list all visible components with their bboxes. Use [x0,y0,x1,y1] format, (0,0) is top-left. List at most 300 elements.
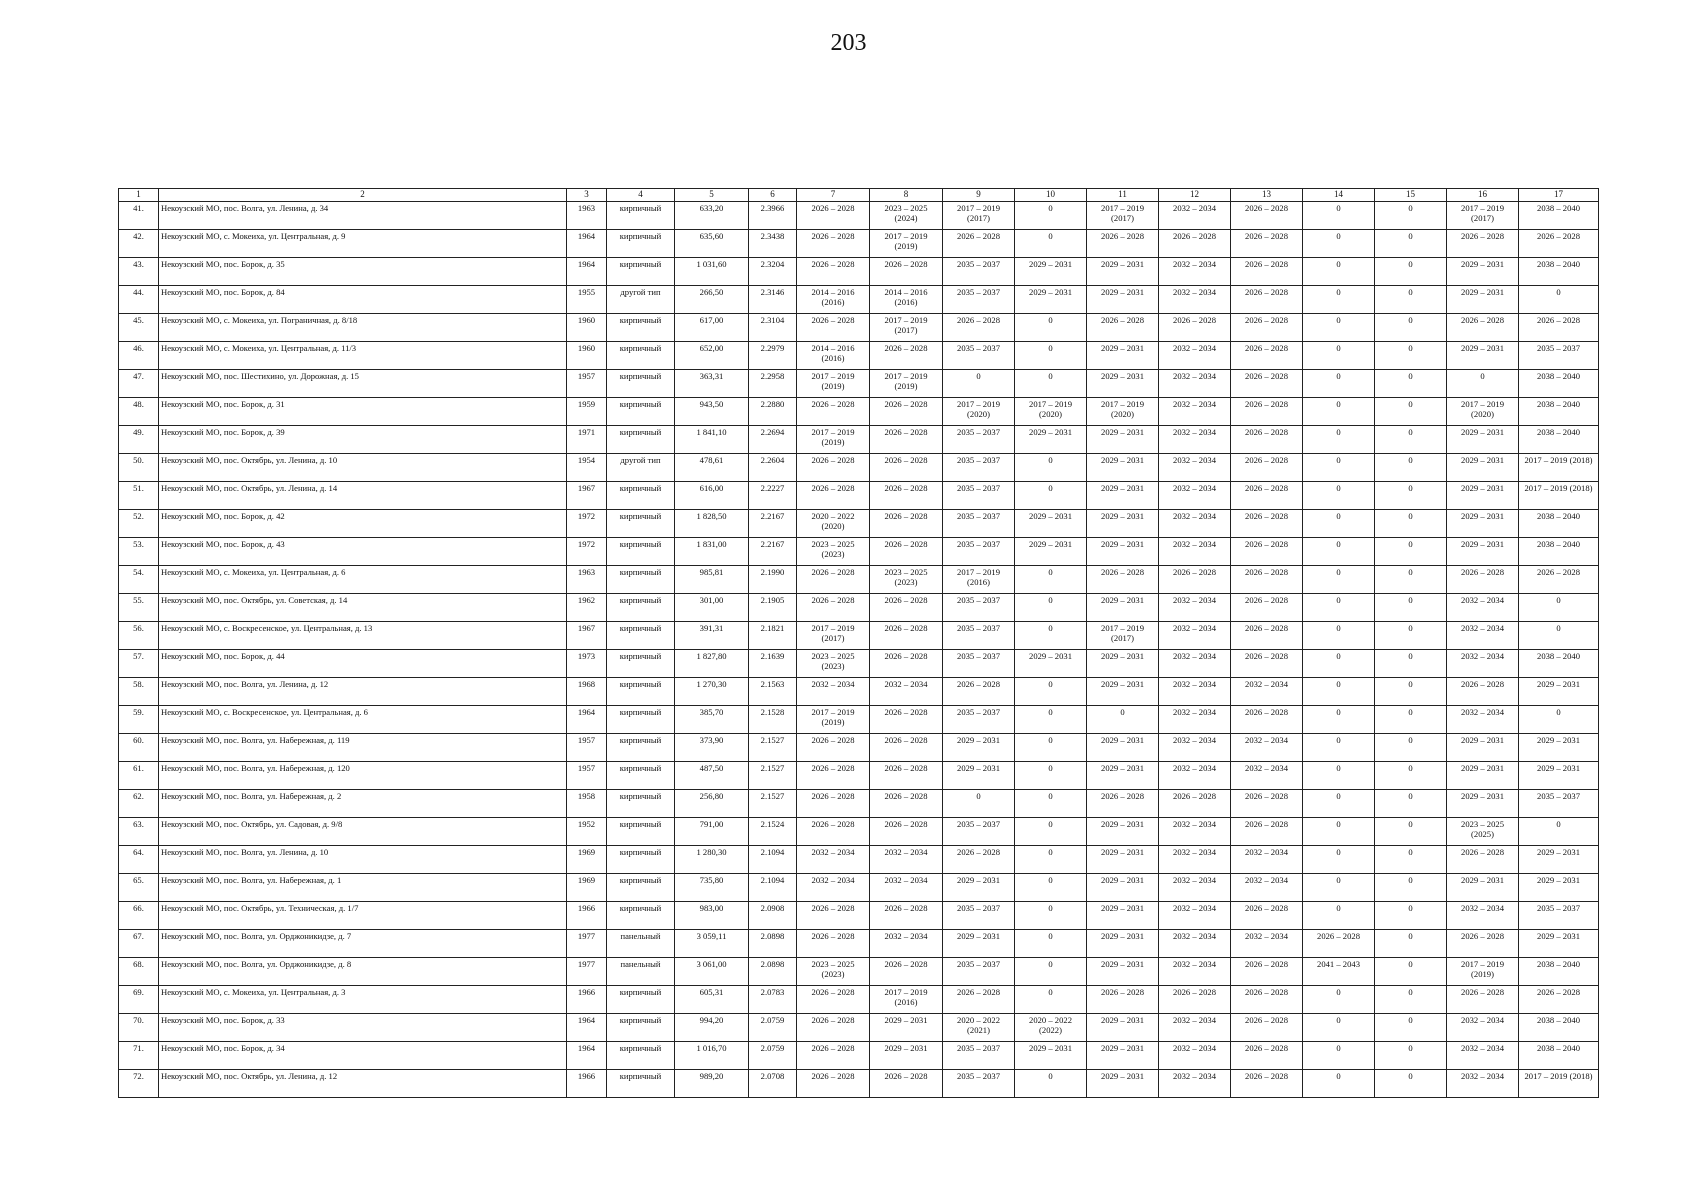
table-cell: кирпичный [607,818,675,846]
table-cell: 1972 [567,510,607,538]
table-cell: 2.0759 [749,1014,797,1042]
address-cell: Некоузский МО, пос. Борок, д. 44 [159,650,567,678]
table-row [119,1014,1599,1042]
row-number-cell: 41. [119,202,159,230]
table-cell: 2026 – 2028 [870,734,943,762]
table-cell: 2026 – 2028 [1231,258,1303,286]
table-cell: 2035 – 2037 [943,538,1015,566]
table-cell: 2038 – 2040 [1519,202,1599,230]
address-cell: Некоузский МО, пос. Волга, ул. Орджоникидзе, д. 8 [159,958,567,986]
table-cell: 2026 – 2028 [1519,566,1599,594]
row-number-cell: 72. [119,1070,159,1098]
table-cell: 487,50 [675,762,749,790]
table-cell: 1964 [567,230,607,258]
table-cell: 2032 – 2034 [1447,902,1519,930]
table-cell: 2029 – 2031 [1087,594,1159,622]
table-cell: 2032 – 2034 [1159,902,1231,930]
table-cell: 2029 – 2031 [1519,846,1599,874]
table-cell: кирпичный [607,846,675,874]
table-cell: 2032 – 2034 [1231,846,1303,874]
table-cell: 0 [1015,930,1087,958]
table-cell: кирпичный [607,1042,675,1070]
column-header-14: 14 [1303,189,1375,202]
table-cell: 2029 – 2031 [1087,818,1159,846]
table-cell: 2.3966 [749,202,797,230]
table-cell: 2029 – 2031 [1015,1042,1087,1070]
table-cell: 2026 – 2028 [1231,314,1303,342]
table-cell: кирпичный [607,678,675,706]
table-cell: 0 [1375,818,1447,846]
table-cell: 2035 – 2037 [943,650,1015,678]
table-cell: кирпичный [607,538,675,566]
table-cell: 2032 – 2034 [1159,622,1231,650]
address-cell: Некоузский МО, с. Мокеиха, ул. Центральная, д. 9 [159,230,567,258]
table-cell: 2029 – 2031 [1087,482,1159,510]
table-cell: 0 [1015,762,1087,790]
table-cell: 2026 – 2028 [943,314,1015,342]
table-cell: 0 [1015,846,1087,874]
address-cell: Некоузский МО, с. Мокеиха, ул. Центральная, д. 3 [159,986,567,1014]
table-cell: 635,60 [675,230,749,258]
column-header-9: 9 [943,189,1015,202]
table-cell: 0 [943,370,1015,398]
table-cell: 2032 – 2034 [870,846,943,874]
table-cell: 2029 – 2031 [1519,678,1599,706]
table-cell: 2032 – 2034 [1159,1070,1231,1098]
table-cell: 2026 – 2028 [797,398,870,426]
table-cell: 2035 – 2037 [943,818,1015,846]
table-cell: 0 [1375,790,1447,818]
table-cell: 2026 – 2028 [797,902,870,930]
table-cell: 2026 – 2028 [870,622,943,650]
table-cell: 2.1094 [749,874,797,902]
table-cell: кирпичный [607,566,675,594]
column-header-7: 7 [797,189,870,202]
table-cell: 2035 – 2037 [943,1070,1015,1098]
table-cell: 2032 – 2034 [1159,1042,1231,1070]
column-header-2: 2 [159,189,567,202]
table-cell: 985,81 [675,566,749,594]
table-cell: 0 [1303,482,1375,510]
table-cell: 0 [1519,286,1599,314]
table-cell: другой тип [607,454,675,482]
table-cell: 2017 – 2019 (2017) [797,622,870,650]
table-cell: 2026 – 2028 [870,258,943,286]
table-cell: 1 828,50 [675,510,749,538]
table-cell: 2026 – 2028 [1159,314,1231,342]
table-cell: 2014 – 2016 (2016) [797,286,870,314]
table-cell: 2017 – 2019 (2018) [1519,454,1599,482]
table-cell: 0 [1375,398,1447,426]
table-cell: 0 [1015,342,1087,370]
table-cell: 2026 – 2028 [870,454,943,482]
table-cell: 0 [1303,650,1375,678]
column-header-5: 5 [675,189,749,202]
table-cell: 2026 – 2028 [797,594,870,622]
table-cell: 2026 – 2028 [870,958,943,986]
table-cell: 2026 – 2028 [1231,902,1303,930]
table-cell: 0 [1303,734,1375,762]
table-cell: 2035 – 2037 [943,622,1015,650]
table-cell: 2.2167 [749,510,797,538]
row-number-cell: 66. [119,902,159,930]
table-cell: 2032 – 2034 [1159,594,1231,622]
table-cell: 2032 – 2034 [1159,818,1231,846]
table-cell: 652,00 [675,342,749,370]
table-cell: 2026 – 2028 [870,538,943,566]
table-cell: 1963 [567,566,607,594]
table-cell: 2017 – 2019 (2019) [797,706,870,734]
table-cell: 2026 – 2028 [870,342,943,370]
row-number-cell: 60. [119,734,159,762]
table-cell: 2029 – 2031 [1447,482,1519,510]
table-cell: 2029 – 2031 [1519,874,1599,902]
table-cell: 2032 – 2034 [1159,370,1231,398]
table-cell: 1971 [567,426,607,454]
table-cell: 0 [1015,454,1087,482]
table-cell: 0 [1303,230,1375,258]
table-cell: 2026 – 2028 [1231,1070,1303,1098]
table-cell: 0 [1015,594,1087,622]
table-row [119,762,1599,790]
table-cell: 2035 – 2037 [943,1042,1015,1070]
table-cell: 2032 – 2034 [1159,286,1231,314]
table-cell: 2026 – 2028 [1447,230,1519,258]
table-cell: кирпичный [607,1014,675,1042]
table-cell: 0 [1303,1014,1375,1042]
table-cell: 2026 – 2028 [870,398,943,426]
row-number-cell: 70. [119,1014,159,1042]
table-cell: 2032 – 2034 [1447,594,1519,622]
table-row [119,622,1599,650]
table-cell: 2035 – 2037 [943,482,1015,510]
table-cell: 385,70 [675,706,749,734]
table-cell: 2029 – 2031 [1087,538,1159,566]
table-cell: 0 [1375,370,1447,398]
table-cell: 2029 – 2031 [943,734,1015,762]
table-cell: 2020 – 2022 (2021) [943,1014,1015,1042]
table-cell: 2029 – 2031 [1447,510,1519,538]
table-cell: 2029 – 2031 [1087,510,1159,538]
table-cell: 633,20 [675,202,749,230]
row-number-cell: 51. [119,482,159,510]
table-cell: 1 280,30 [675,846,749,874]
table-cell: 1952 [567,818,607,846]
table-cell: 0 [1375,230,1447,258]
table-cell: 2026 – 2028 [1303,930,1375,958]
address-cell: Некоузский МО, пос. Волга, ул. Ленина, д. 10 [159,846,567,874]
address-cell: Некоузский МО, пос. Волга, ул. Ленина, д. 12 [159,678,567,706]
table-cell: 2032 – 2034 [1447,1070,1519,1098]
table-cell: 2026 – 2028 [1447,314,1519,342]
row-number-cell: 64. [119,846,159,874]
table-cell: 2.1524 [749,818,797,846]
address-cell: Некоузский МО, с. Мокеиха, ул. Центральная, д. 11/3 [159,342,567,370]
table-cell: кирпичный [607,426,675,454]
table-cell: 2029 – 2031 [1015,650,1087,678]
table-cell: 2023 – 2025 (2023) [797,958,870,986]
table-cell: панельный [607,930,675,958]
table-row [119,930,1599,958]
table-cell: 2035 – 2037 [943,594,1015,622]
table-cell: 1955 [567,286,607,314]
table-cell: 2.1563 [749,678,797,706]
table-cell: 2032 – 2034 [1159,846,1231,874]
table-cell: 2029 – 2031 [1519,734,1599,762]
table-cell: кирпичный [607,874,675,902]
address-cell: Некоузский МО, пос. Октябрь, ул. Садовая, д. 9/8 [159,818,567,846]
table-cell: кирпичный [607,314,675,342]
table-cell: 1966 [567,902,607,930]
table-cell: 2017 – 2019 (2019) [1447,958,1519,986]
table-row [119,510,1599,538]
table-cell: 2029 – 2031 [1087,258,1159,286]
table-cell: 2026 – 2028 [870,510,943,538]
table-cell: 791,00 [675,818,749,846]
table-row [119,398,1599,426]
table-cell: кирпичный [607,706,675,734]
table-cell: 2026 – 2028 [1231,706,1303,734]
table-cell: 2.2167 [749,538,797,566]
table-cell: 616,00 [675,482,749,510]
table-cell: 2026 – 2028 [1087,314,1159,342]
table-cell: 2026 – 2028 [1231,510,1303,538]
table-row [119,286,1599,314]
table-cell: панельный [607,958,675,986]
table-cell: 1 270,30 [675,678,749,706]
table-cell: кирпичный [607,398,675,426]
column-header-11: 11 [1087,189,1159,202]
table-cell: 2029 – 2031 [1015,426,1087,454]
table-cell: 2029 – 2031 [1087,1070,1159,1098]
table-cell: 0 [1303,762,1375,790]
table-cell: 2032 – 2034 [1231,734,1303,762]
row-number-cell: 65. [119,874,159,902]
table-cell: 2026 – 2028 [870,762,943,790]
table-row [119,202,1599,230]
table-cell: 2029 – 2031 [1087,650,1159,678]
table-cell: 2.1990 [749,566,797,594]
table-cell: 2026 – 2028 [870,650,943,678]
table-cell: 2029 – 2031 [1447,258,1519,286]
table-cell: 2029 – 2031 [1447,762,1519,790]
table-cell: 0 [1375,846,1447,874]
table-cell: 2029 – 2031 [1447,426,1519,454]
table-row [119,594,1599,622]
row-number-cell: 43. [119,258,159,286]
table-cell: 989,20 [675,1070,749,1098]
table-cell: 2026 – 2028 [1231,622,1303,650]
table-cell: 2017 – 2019 (2018) [1519,482,1599,510]
table-cell: 2026 – 2028 [870,426,943,454]
table-row [119,566,1599,594]
table-cell: 2026 – 2028 [870,706,943,734]
table-cell: 2026 – 2028 [870,902,943,930]
table-cell: 1964 [567,1014,607,1042]
table-cell: 2023 – 2025 (2025) [1447,818,1519,846]
table-cell: 1966 [567,986,607,1014]
table-cell: 2.0783 [749,986,797,1014]
table-cell: 478,61 [675,454,749,482]
table-cell: 0 [1015,986,1087,1014]
table-row [119,538,1599,566]
table-cell: 0 [1519,706,1599,734]
table-cell: 2038 – 2040 [1519,958,1599,986]
table-cell: 983,00 [675,902,749,930]
row-number-cell: 57. [119,650,159,678]
table-cell: 2026 – 2028 [943,846,1015,874]
table-cell: 2029 – 2031 [1447,790,1519,818]
table-cell: 1957 [567,762,607,790]
table-cell: кирпичный [607,986,675,1014]
table-cell: 0 [1303,874,1375,902]
table-cell: 2026 – 2028 [1231,1014,1303,1042]
table-cell: 2026 – 2028 [1519,986,1599,1014]
table-cell: 0 [1015,678,1087,706]
table-cell: 2029 – 2031 [1519,762,1599,790]
table-cell: 2026 – 2028 [1447,986,1519,1014]
table-row [119,818,1599,846]
table-cell: 2029 – 2031 [1087,734,1159,762]
table-cell: 0 [1303,678,1375,706]
table-cell: 0 [1303,342,1375,370]
row-number-cell: 63. [119,818,159,846]
address-cell: Некоузский МО, пос. Волга, ул. Набережная, д. 120 [159,762,567,790]
table-cell: 0 [1015,958,1087,986]
table-cell: 2017 – 2019 (2017) [1447,202,1519,230]
table-cell: 2032 – 2034 [1159,398,1231,426]
table-cell: 2026 – 2028 [1231,426,1303,454]
row-number-cell: 55. [119,594,159,622]
row-number-cell: 61. [119,762,159,790]
row-number-cell: 52. [119,510,159,538]
table-cell: 0 [1015,482,1087,510]
table-cell: 0 [1375,622,1447,650]
table-cell: 0 [1375,678,1447,706]
table-cell: 2017 – 2019 (2019) [797,370,870,398]
table-cell: 2.1527 [749,790,797,818]
table-cell: 0 [1015,874,1087,902]
table-cell: 2026 – 2028 [1231,454,1303,482]
table-cell: 1 831,00 [675,538,749,566]
table-cell: 1968 [567,678,607,706]
table-cell: 2017 – 2019 (2020) [943,398,1015,426]
table-cell: 2029 – 2031 [1087,762,1159,790]
table-cell: 0 [1015,314,1087,342]
table-cell: 2029 – 2031 [1087,286,1159,314]
table-cell: 2026 – 2028 [1159,566,1231,594]
address-cell: Некоузский МО, пос. Волга, ул. Набережная, д. 1 [159,874,567,902]
table-cell: 2035 – 2037 [1519,342,1599,370]
table-cell: 2026 – 2028 [797,566,870,594]
address-cell: Некоузский МО, с. Мокеиха, ул. Пограничная, д. 8/18 [159,314,567,342]
table-cell: 0 [1375,594,1447,622]
row-number-cell: 71. [119,1042,159,1070]
table-cell: 2029 – 2031 [1015,510,1087,538]
table-cell: 2026 – 2028 [1519,314,1599,342]
table-cell: 2032 – 2034 [1231,762,1303,790]
table-cell: 2029 – 2031 [1087,958,1159,986]
table-cell: кирпичный [607,1070,675,1098]
table-cell: 1962 [567,594,607,622]
table-cell: 2026 – 2028 [797,986,870,1014]
table-cell: 2.3204 [749,258,797,286]
table-cell: 0 [1375,454,1447,482]
table-cell: 0 [1375,1042,1447,1070]
table-cell: 363,31 [675,370,749,398]
table-row [119,230,1599,258]
table-cell: 0 [1015,622,1087,650]
table-cell: 2026 – 2028 [1231,202,1303,230]
address-cell: Некоузский МО, пос. Шестихино, ул. Дорожная, д. 15 [159,370,567,398]
table-cell: 2035 – 2037 [1519,790,1599,818]
address-cell: Некоузский МО, пос. Октябрь, ул. Ленина, д. 12 [159,1070,567,1098]
table-row [119,342,1599,370]
table-cell: 0 [1375,1014,1447,1042]
table-cell: 2026 – 2028 [797,1070,870,1098]
table-body [119,202,1599,1098]
table-cell: 1966 [567,1070,607,1098]
table-row [119,1070,1599,1098]
table-row [119,958,1599,986]
table-cell: 2032 – 2034 [1159,258,1231,286]
table-cell: 2.2227 [749,482,797,510]
table-cell: кирпичный [607,790,675,818]
table-cell: 0 [1015,566,1087,594]
row-number-cell: 67. [119,930,159,958]
table-cell: 2032 – 2034 [1159,762,1231,790]
table-cell: 2026 – 2028 [1231,958,1303,986]
table-cell: 2029 – 2031 [1087,370,1159,398]
table-cell: 2.1528 [749,706,797,734]
table-cell: 2026 – 2028 [1231,538,1303,566]
table-cell: 2035 – 2037 [943,902,1015,930]
table-cell: 2026 – 2028 [797,1014,870,1042]
table-cell: 2.0898 [749,958,797,986]
table-cell: 2014 – 2016 (2016) [797,342,870,370]
table-cell: 0 [1375,286,1447,314]
table-cell: 2.1527 [749,734,797,762]
table-cell: 2026 – 2028 [1087,986,1159,1014]
table-cell: 2032 – 2034 [1447,650,1519,678]
table-row [119,846,1599,874]
table-cell: 2026 – 2028 [1447,846,1519,874]
table-cell: 1972 [567,538,607,566]
table-cell: 2035 – 2037 [943,958,1015,986]
table-cell: 2026 – 2028 [1231,370,1303,398]
table-cell: 2017 – 2019 (2017) [1087,202,1159,230]
table-cell: 1957 [567,370,607,398]
table-cell: 2.2694 [749,426,797,454]
table-cell: 0 [1303,398,1375,426]
table-cell: 2017 – 2019 (2017) [870,314,943,342]
table-cell: 2026 – 2028 [870,818,943,846]
table-cell: 2029 – 2031 [1087,1014,1159,1042]
table-cell: 2026 – 2028 [943,678,1015,706]
housing-table-wrapper [118,188,1593,1098]
table-cell: 2038 – 2040 [1519,370,1599,398]
table-cell: 0 [1303,314,1375,342]
table-cell: 2032 – 2034 [1447,706,1519,734]
table-cell: 2029 – 2031 [1087,846,1159,874]
table-cell: 1 031,60 [675,258,749,286]
table-cell: кирпичный [607,202,675,230]
table-cell: 2029 – 2031 [1087,454,1159,482]
table-cell: 0 [1303,706,1375,734]
table-cell: 2026 – 2028 [1159,986,1231,1014]
table-cell: 2038 – 2040 [1519,398,1599,426]
table-cell: 256,80 [675,790,749,818]
